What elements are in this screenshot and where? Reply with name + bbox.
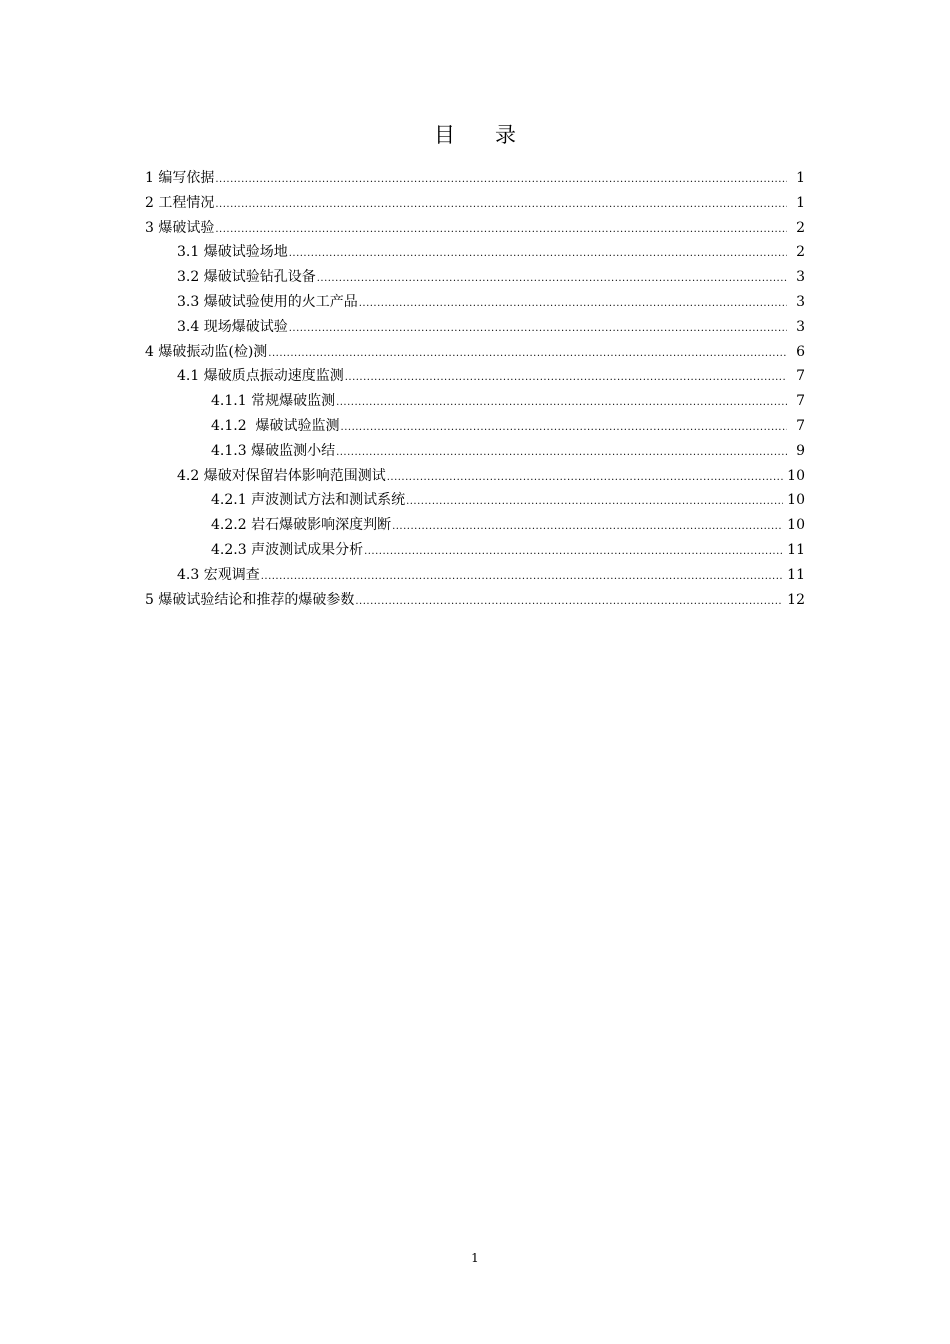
toc-entry-page-number: 10 [787, 517, 805, 534]
toc-entry-page-number: 7 [796, 417, 805, 434]
toc-entry-title: 1 编写依据 [145, 170, 215, 186]
toc-dot-leader [215, 193, 787, 218]
toc-dot-leader [261, 565, 783, 590]
toc-entry-title: 5 爆破试验结论和推荐的爆破参数 [145, 591, 355, 608]
toc-entry-title: 4.3 宏观调查 [177, 566, 260, 583]
toc-entry-title: 4.1.1 常规爆破监测 [211, 393, 336, 410]
toc-entry[interactable] [145, 488, 805, 513]
toc-entry[interactable] [145, 240, 805, 265]
toc-entry[interactable] [145, 340, 805, 365]
toc-entry-title: 3 爆破试验 [145, 219, 215, 236]
toc-entry-title: 4.2.1 声波测试方法和测试系统 [211, 492, 406, 509]
toc-entry[interactable] [145, 290, 805, 315]
toc-entry-page-number: 11 [787, 541, 805, 558]
toc-dot-leader [215, 168, 787, 193]
toc-entry-page-number: 10 [787, 492, 805, 509]
toc-entry-page-number: 3 [796, 269, 805, 286]
toc-dot-leader [341, 416, 787, 441]
toc-entry[interactable] [145, 191, 805, 216]
toc-entry-page-number: 12 [787, 591, 805, 608]
toc-entry-title: 4.2.3 声波测试成果分析 [211, 541, 364, 558]
toc-entry[interactable] [145, 439, 805, 464]
toc-entry-page-number: 3 [796, 293, 805, 310]
toc-title: 目录 [434, 123, 556, 147]
toc-dot-leader [345, 366, 787, 391]
toc-dot-leader [406, 490, 783, 515]
toc-entry-title: 3.3 爆破试验使用的火工产品 [177, 293, 358, 310]
toc-entry[interactable] [145, 216, 805, 241]
toc-dot-leader [268, 342, 787, 367]
toc-entry-title: 4.1.2 爆破试验监测 [211, 417, 340, 434]
toc-entry-page-number: 2 [796, 219, 805, 236]
toc-entry-page-number: 11 [787, 566, 805, 583]
toc-entry[interactable] [145, 315, 805, 340]
toc-entry-page-number: 7 [796, 368, 805, 385]
toc-entry[interactable] [145, 464, 805, 489]
toc-entry[interactable] [145, 265, 805, 290]
toc-dot-leader [215, 218, 787, 243]
toc-dot-leader [289, 317, 787, 342]
toc-entry-page-number: 7 [796, 393, 805, 410]
toc-entry[interactable] [145, 538, 805, 563]
toc-entry[interactable] [145, 588, 805, 613]
toc-dot-leader [364, 540, 783, 565]
page-number: 1 [471, 1251, 479, 1265]
toc-entry-page-number: 1 [796, 194, 805, 211]
toc-dot-leader [336, 391, 787, 416]
toc-dot-leader [387, 466, 783, 491]
toc-dot-leader [359, 292, 787, 317]
toc-entry[interactable] [145, 563, 805, 588]
toc-entry-title: 3.4 现场爆破试验 [177, 318, 288, 335]
toc-entry-title: 3.2 爆破试验钻孔设备 [177, 269, 316, 286]
toc-dot-leader [392, 515, 783, 540]
toc-entry-title: 4 爆破振动监(检)测 [145, 343, 268, 360]
toc-entry-title: 4.1.3 爆破监测小结 [211, 442, 336, 459]
toc-entry-page-number: 1 [796, 170, 805, 186]
toc-entry-page-number: 6 [796, 343, 805, 360]
toc-dot-leader [336, 441, 787, 466]
toc-entry[interactable] [145, 513, 805, 538]
toc-dot-leader [317, 267, 787, 292]
toc-entry[interactable] [145, 166, 805, 191]
toc-entry-title: 4.2.2 岩石爆破影响深度判断 [211, 517, 392, 534]
toc-entry-title: 2 工程情况 [145, 194, 215, 211]
toc-dot-leader [355, 590, 783, 615]
toc-entry-page-number: 2 [796, 244, 805, 261]
toc-entry-page-number: 3 [796, 318, 805, 335]
table-of-contents [145, 166, 805, 612]
toc-entry[interactable] [145, 389, 805, 414]
toc-entry[interactable] [145, 364, 805, 389]
toc-entry-title: 4.1 爆破质点振动速度监测 [177, 368, 344, 385]
toc-entry-title: 3.1 爆破试验场地 [177, 244, 288, 261]
toc-entry[interactable] [145, 414, 805, 439]
toc-dot-leader [289, 242, 787, 267]
toc-entry-page-number: 10 [787, 467, 805, 484]
toc-entry-title: 4.2 爆破对保留岩体影响范围测试 [177, 467, 386, 484]
toc-entry-page-number: 9 [796, 442, 805, 459]
